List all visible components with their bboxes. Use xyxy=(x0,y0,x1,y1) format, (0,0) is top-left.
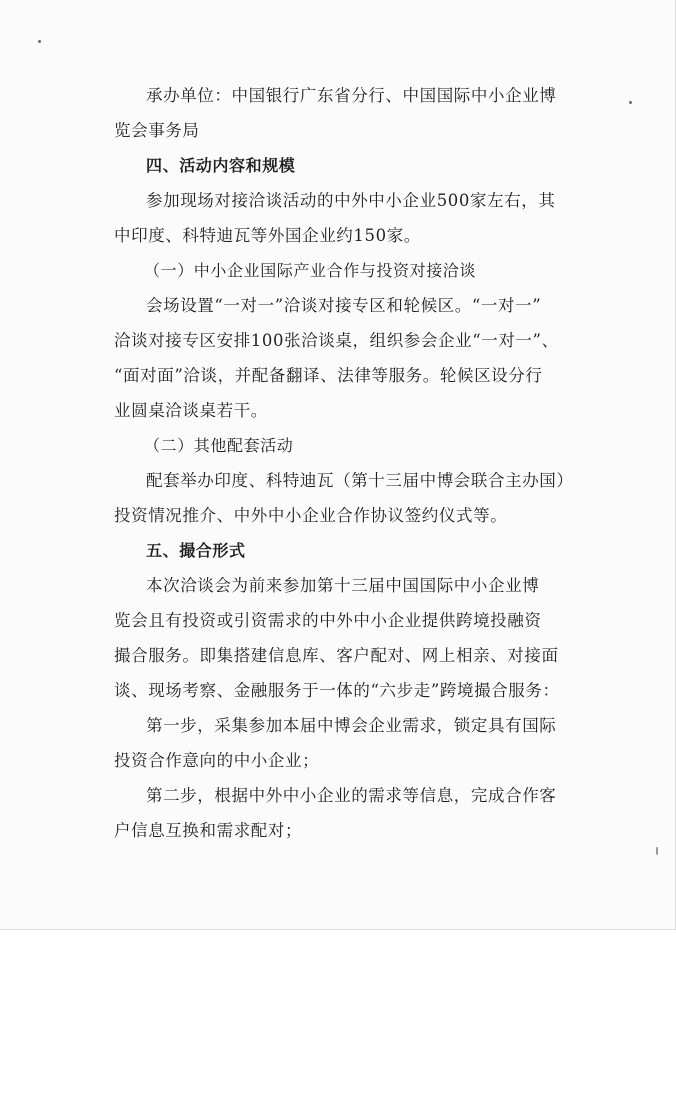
body-text-line: 承办单位：中国银行广东省分行、中国国际中小企业博 xyxy=(146,86,557,105)
body-text-line: 第一步，采集参加本届中博会企业需求，锁定具有国际 xyxy=(146,716,557,735)
body-text-line: 览会且有投资或引资需求的中外中小企业提供跨境投融资 xyxy=(114,611,542,630)
body-text-line: 第二步，根据中外中小企业的需求等信息，完成合作客 xyxy=(146,786,557,805)
body-text-line: 户信息互换和需求配对； xyxy=(114,821,303,840)
body-text-line: 洽谈对接专区安排100张洽谈桌，组织参会企业“一对一”、 xyxy=(114,331,559,350)
body-text-line: 业圆桌洽谈桌若干。 xyxy=(114,401,268,420)
body-text-line: 投资情况推介、中外中小企业合作协议签约仪式等。 xyxy=(114,506,508,525)
section-heading: 五、撮合形式 xyxy=(146,541,246,560)
subsection-heading: （一）中小企业国际产业合作与投资对接洽谈 xyxy=(144,261,477,280)
section-heading: 四、活动内容和规模 xyxy=(146,156,296,175)
subsection-heading: （二）其他配套活动 xyxy=(144,436,294,455)
body-text-line: 投资合作意向的中小企业； xyxy=(114,751,320,770)
body-text-line: 中印度、科特迪瓦等外国企业约150家。 xyxy=(114,226,421,245)
body-text-line: 配套举办印度、科特迪瓦（第十三届中博会联合主办国） xyxy=(146,471,574,490)
body-text-line: 参加现场对接洽谈活动的中外中小企业500家左右，其 xyxy=(146,191,556,210)
body-text-line: 撮合服务。即集搭建信息库、客户配对、网上相亲、对接面 xyxy=(114,646,559,665)
body-text-line: 谈、现场考察、金融服务于一体的“六步走”跨境撮合服务： xyxy=(114,681,560,700)
body-text-line: “面对面”洽谈，并配备翻译、法律等服务。轮候区设分行 xyxy=(114,366,543,385)
body-text-line: 本次洽谈会为前来参加第十三届中国国际中小企业博 xyxy=(146,576,540,595)
body-text-line: 会场设置“一对一”洽谈对接专区和轮候区。“一对一” xyxy=(146,296,542,315)
scan-speck xyxy=(38,40,41,43)
blank-area xyxy=(0,930,676,1113)
scan-speck xyxy=(656,847,658,855)
body-text-line: 览会事务局 xyxy=(114,121,200,140)
scan-speck xyxy=(629,101,632,104)
